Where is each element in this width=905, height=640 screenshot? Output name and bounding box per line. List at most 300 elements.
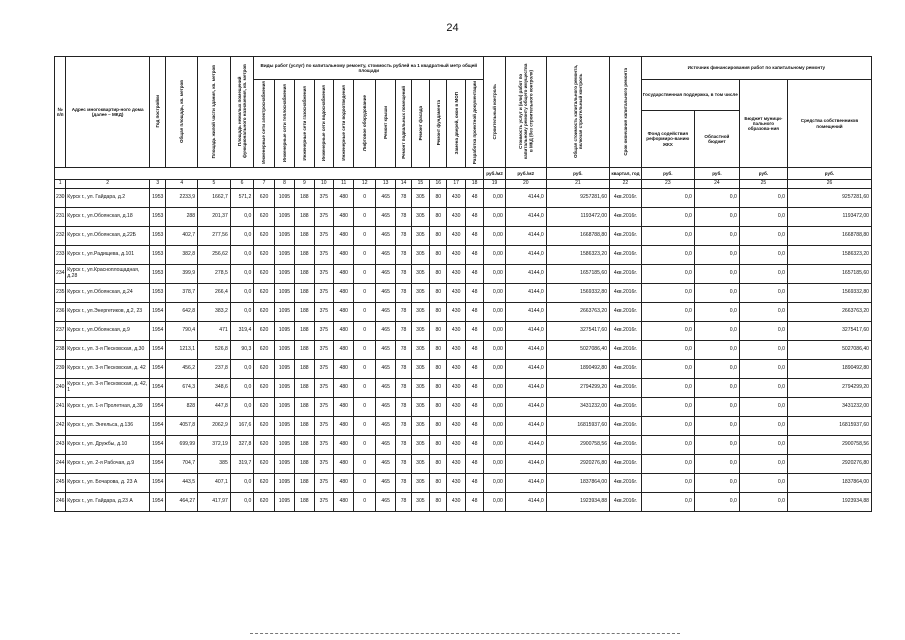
- table-cell: 620: [254, 417, 274, 436]
- table-cell: 78: [396, 398, 411, 417]
- table-cell: 0: [354, 265, 375, 284]
- table-cell: 78: [396, 474, 411, 493]
- table-cell: 0,00: [484, 246, 505, 265]
- table-cell: 48: [465, 360, 483, 379]
- header-nonresidential-area: Площадь нежилых помещений функционального назначения, кв. метров: [230, 57, 254, 168]
- table-cell: 4144,0: [505, 417, 546, 436]
- capital-repair-table: [54, 56, 872, 512]
- header-cost-per-m2: Стоимость услуг и (или) работ по капитальному ремонту общего имущества в МКД (без строительного контроля): [505, 57, 546, 168]
- table-cell: 1095: [274, 246, 294, 265]
- table-cell: 620: [254, 398, 274, 417]
- table-cell: 2920276,80: [546, 455, 609, 474]
- table-cell: 188: [295, 474, 314, 493]
- table-cell: 305: [411, 265, 429, 284]
- table-cell: 375: [314, 493, 333, 512]
- table-cell: 0: [354, 284, 375, 303]
- table-cell: 1954: [150, 398, 166, 417]
- column-index: 18: [465, 180, 483, 189]
- table-cell: 620: [254, 284, 274, 303]
- table-cell: 828: [166, 398, 198, 417]
- table-cell: 430: [447, 474, 465, 493]
- table-cell: 430: [447, 208, 465, 227]
- table-cell: 1095: [274, 208, 294, 227]
- table-cell: 620: [254, 303, 274, 322]
- table-cell: 480: [334, 284, 354, 303]
- header-works-group: Виды работ (услуг) по капитальному ремонту, стоимость рублей на 1 квадратный метр общей площади: [254, 57, 484, 80]
- column-index: 25: [739, 180, 787, 189]
- table-cell: 375: [314, 227, 333, 246]
- header-control: Строительный контроль: [484, 57, 505, 168]
- unit-deadline: квартал, год: [610, 168, 642, 180]
- table-cell: 0,0: [694, 455, 739, 474]
- table-cell: 0: [354, 341, 375, 360]
- table-cell: 4144,0: [505, 379, 546, 398]
- table-cell: 0,0: [694, 341, 739, 360]
- table-cell: 305: [411, 303, 429, 322]
- column-index: 4: [166, 180, 198, 189]
- table-cell: 0,0: [694, 493, 739, 512]
- address-cell: Курск г., ул. 1-я Пролетная, д.39: [66, 398, 150, 417]
- table-cell: 188: [295, 284, 314, 303]
- table-cell: 430: [447, 493, 465, 512]
- table-cell: 188: [295, 493, 314, 512]
- table-cell: 0,0: [641, 493, 694, 512]
- table-cell: 0,0: [739, 436, 787, 455]
- address-cell: Курск г., ул. Дружбы, д.10: [66, 436, 150, 455]
- table-row: [55, 284, 872, 303]
- header-living-area: Площадь жилой части здания, кв. метров: [198, 57, 231, 168]
- table-cell: 305: [411, 417, 429, 436]
- table-cell: 48: [465, 379, 483, 398]
- table-cell: 48: [465, 474, 483, 493]
- table-cell: 620: [254, 341, 274, 360]
- table-cell: 78: [396, 417, 411, 436]
- table-cell: 375: [314, 265, 333, 284]
- table-cell: 2900758,56: [787, 436, 871, 455]
- table-cell: 480: [334, 379, 354, 398]
- table-cell: 0: [354, 379, 375, 398]
- table-cell: 1213,1: [166, 341, 198, 360]
- table-cell: 305: [411, 360, 429, 379]
- table-cell: 0,0: [739, 284, 787, 303]
- table-cell: 4кв.2016г.: [610, 246, 642, 265]
- table-cell: 1095: [274, 303, 294, 322]
- table-cell: 0: [354, 360, 375, 379]
- table-cell: 1890492,80: [787, 360, 871, 379]
- table-cell: 80: [430, 208, 447, 227]
- table-cell: 0: [354, 417, 375, 436]
- table-cell: 0,00: [484, 208, 505, 227]
- table-cell: 0,0: [641, 379, 694, 398]
- table-cell: 0,0: [739, 398, 787, 417]
- table-cell: 4144,0: [505, 436, 546, 455]
- table-cell: 238: [55, 341, 66, 360]
- table-cell: 242: [55, 417, 66, 436]
- table-cell: 243: [55, 436, 66, 455]
- table-cell: 235: [55, 284, 66, 303]
- table-cell: 1095: [274, 474, 294, 493]
- table-cell: 1095: [274, 341, 294, 360]
- table-cell: 4кв.2016г.: [610, 360, 642, 379]
- table-cell: 90,3: [230, 341, 254, 360]
- table-cell: 48: [465, 303, 483, 322]
- table-cell: 0,0: [641, 303, 694, 322]
- table-cell: 80: [430, 436, 447, 455]
- table-cell: 78: [396, 379, 411, 398]
- header-total-cost: Общая стоимость капитального ремонта, включая строительный контроль: [546, 57, 609, 168]
- table-cell: 0,0: [694, 227, 739, 246]
- table-cell: 4кв.2016г.: [610, 189, 642, 208]
- table-cell: 1953: [150, 208, 166, 227]
- column-index: 10: [314, 180, 333, 189]
- table-cell: 4144,0: [505, 246, 546, 265]
- table-cell: 80: [430, 398, 447, 417]
- table-cell: 430: [447, 455, 465, 474]
- table-cell: 0,0: [694, 265, 739, 284]
- table-cell: 1923934,88: [546, 493, 609, 512]
- table-cell: 0,00: [484, 360, 505, 379]
- table-cell: 0,0: [641, 398, 694, 417]
- table-cell: 1095: [274, 265, 294, 284]
- unit-owners: руб.: [787, 168, 871, 180]
- table-cell: 1953: [150, 265, 166, 284]
- table-cell: 0,0: [641, 417, 694, 436]
- table-cell: 0,0: [641, 208, 694, 227]
- table-cell: 4кв.2016г.: [610, 303, 642, 322]
- table-cell: 188: [295, 360, 314, 379]
- table-cell: 236: [55, 303, 66, 322]
- address-cell: Курск г., ул. Гайдара, д.2: [66, 189, 150, 208]
- table-cell: 0,0: [230, 303, 254, 322]
- table-cell: 0,00: [484, 227, 505, 246]
- table-cell: 0,0: [641, 284, 694, 303]
- table-cell: 465: [375, 227, 395, 246]
- table-cell: 620: [254, 360, 274, 379]
- table-cell: 3431232,00: [787, 398, 871, 417]
- table-cell: 480: [334, 398, 354, 417]
- table-cell: 0,00: [484, 322, 505, 341]
- table-cell: 4144,0: [505, 474, 546, 493]
- table-cell: 1954: [150, 417, 166, 436]
- table-cell: 480: [334, 341, 354, 360]
- table-row: [55, 379, 872, 398]
- table-body: [55, 189, 872, 512]
- table-cell: 305: [411, 189, 429, 208]
- table-cell: 372,19: [198, 436, 231, 455]
- table-cell: 167,6: [230, 417, 254, 436]
- table-cell: 80: [430, 474, 447, 493]
- table-cell: 0,00: [484, 341, 505, 360]
- table-cell: 0,00: [484, 474, 505, 493]
- table-cell: 4кв.2016г.: [610, 436, 642, 455]
- unit-municipal: руб.: [739, 168, 787, 180]
- table-cell: 430: [447, 246, 465, 265]
- address-cell: Курск г., ул.Обоянская, д.22Б: [66, 227, 150, 246]
- table-cell: 375: [314, 246, 333, 265]
- table-cell: 188: [295, 417, 314, 436]
- header-work-5: Инженерные сети водоотведения: [334, 80, 354, 168]
- column-index: 23: [641, 180, 694, 189]
- table-cell: 407,1: [198, 474, 231, 493]
- table-cell: 0,0: [694, 436, 739, 455]
- header-work-1: Инженерные сети электроснабжения: [254, 80, 274, 168]
- table-cell: 80: [430, 417, 447, 436]
- table-cell: 80: [430, 360, 447, 379]
- table-cell: 4144,0: [505, 341, 546, 360]
- table-cell: 465: [375, 360, 395, 379]
- column-index: 24: [694, 180, 739, 189]
- header-work-7: Ремонт крыши: [375, 80, 395, 168]
- column-index: 22: [610, 180, 642, 189]
- table-cell: 4кв.2016г.: [610, 322, 642, 341]
- table-cell: 0: [354, 436, 375, 455]
- table-cell: 0,0: [641, 360, 694, 379]
- table-cell: 430: [447, 265, 465, 284]
- table-cell: 305: [411, 322, 429, 341]
- table-cell: 1657185,60: [546, 265, 609, 284]
- table-cell: 1923934,88: [787, 493, 871, 512]
- table-cell: 0,0: [230, 246, 254, 265]
- header-work-8: Ремонт подвальных помещений: [396, 80, 411, 168]
- table-cell: 456,2: [166, 360, 198, 379]
- table-cell: 1586323,20: [546, 246, 609, 265]
- table-row: [55, 227, 872, 246]
- table-cell: 1837864,00: [546, 474, 609, 493]
- table-cell: 188: [295, 189, 314, 208]
- table-cell: 241: [55, 398, 66, 417]
- table-cell: 3431232,00: [546, 398, 609, 417]
- table-cell: 188: [295, 379, 314, 398]
- table-cell: 48: [465, 227, 483, 246]
- table-cell: 0,0: [230, 493, 254, 512]
- table-cell: 305: [411, 474, 429, 493]
- table-cell: 0,0: [739, 455, 787, 474]
- address-cell: Курск г., ул.Энергетиков, д.2, 23: [66, 303, 150, 322]
- column-index: 12: [354, 180, 375, 189]
- table-cell: 382,8: [166, 246, 198, 265]
- table-cell: 480: [334, 246, 354, 265]
- table-cell: 0,0: [739, 417, 787, 436]
- column-index: 6: [230, 180, 254, 189]
- table-cell: 4144,0: [505, 303, 546, 322]
- table-cell: 48: [465, 208, 483, 227]
- table-row: [55, 208, 872, 227]
- table-cell: 0,00: [484, 284, 505, 303]
- table-cell: 0,0: [641, 322, 694, 341]
- table-cell: 48: [465, 417, 483, 436]
- table-cell: 1095: [274, 398, 294, 417]
- table-cell: 465: [375, 455, 395, 474]
- table-cell: 375: [314, 436, 333, 455]
- table-cell: 78: [396, 189, 411, 208]
- table-cell: 3275417,60: [787, 322, 871, 341]
- table-cell: 1657185,60: [787, 265, 871, 284]
- table-cell: 4144,0: [505, 189, 546, 208]
- table-cell: 1095: [274, 189, 294, 208]
- table-cell: 327,8: [230, 436, 254, 455]
- table-cell: 620: [254, 436, 274, 455]
- table-cell: 0: [354, 227, 375, 246]
- table-cell: 1095: [274, 322, 294, 341]
- column-index: 14: [396, 180, 411, 189]
- table-cell: 4057,8: [166, 417, 198, 436]
- table-cell: 0,0: [739, 303, 787, 322]
- column-index: 11: [334, 180, 354, 189]
- column-index: 1: [55, 180, 66, 189]
- table-cell: 447,8: [198, 398, 231, 417]
- table-cell: 465: [375, 436, 395, 455]
- table-cell: 80: [430, 265, 447, 284]
- table-cell: 4144,0: [505, 455, 546, 474]
- address-cell: Курск г., ул. 3-я Песковская, д.30: [66, 341, 150, 360]
- table-cell: 430: [447, 436, 465, 455]
- table-cell: 256,62: [198, 246, 231, 265]
- table-row: [55, 246, 872, 265]
- table-cell: 4кв.2016г.: [610, 227, 642, 246]
- table-cell: 430: [447, 379, 465, 398]
- table-cell: 305: [411, 284, 429, 303]
- table-cell: 78: [396, 227, 411, 246]
- table-cell: 0,0: [694, 398, 739, 417]
- table-cell: 1095: [274, 284, 294, 303]
- table-cell: 1569332,80: [546, 284, 609, 303]
- table-cell: 16815937,60: [787, 417, 871, 436]
- table-cell: 0,0: [694, 417, 739, 436]
- table-cell: 240: [55, 379, 66, 398]
- header-year: Год постройки: [150, 57, 166, 168]
- table-cell: 620: [254, 227, 274, 246]
- table-cell: 266,4: [198, 284, 231, 303]
- table-cell: 430: [447, 417, 465, 436]
- table-cell: 0,0: [230, 360, 254, 379]
- table-cell: 0: [354, 493, 375, 512]
- table-cell: 4кв.2016г.: [610, 208, 642, 227]
- table-cell: 375: [314, 455, 333, 474]
- table-cell: 0,0: [694, 322, 739, 341]
- table-cell: 4144,0: [505, 284, 546, 303]
- table-cell: 4кв.2016г.: [610, 379, 642, 398]
- table-cell: 0,0: [230, 265, 254, 284]
- table-cell: 80: [430, 493, 447, 512]
- table-cell: 375: [314, 322, 333, 341]
- table-cell: 0,0: [694, 189, 739, 208]
- header-work-10: Ремонт фундамента: [430, 80, 447, 168]
- table-cell: 465: [375, 189, 395, 208]
- table-cell: 80: [430, 227, 447, 246]
- table-cell: 1954: [150, 474, 166, 493]
- table-row: [55, 493, 872, 512]
- table-cell: 0: [354, 246, 375, 265]
- table-cell: 480: [334, 417, 354, 436]
- table-cell: 1095: [274, 379, 294, 398]
- table-cell: 1837864,00: [787, 474, 871, 493]
- table-cell: 465: [375, 322, 395, 341]
- table-cell: 480: [334, 455, 354, 474]
- table-cell: 4кв.2016г.: [610, 493, 642, 512]
- table-row: [55, 455, 872, 474]
- header-work-2: Инженерные сети теплоснабжения: [274, 80, 294, 168]
- table-cell: 78: [396, 436, 411, 455]
- table-cell: 0,0: [694, 379, 739, 398]
- table-cell: 465: [375, 265, 395, 284]
- table-cell: 699,99: [166, 436, 198, 455]
- table-cell: 2233,9: [166, 189, 198, 208]
- table-cell: 430: [447, 303, 465, 322]
- table-cell: 402,7: [166, 227, 198, 246]
- table-cell: 0,0: [641, 474, 694, 493]
- table-cell: 78: [396, 322, 411, 341]
- table-cell: 464,27: [166, 493, 198, 512]
- unit-regional: руб.: [694, 168, 739, 180]
- table-cell: 443,5: [166, 474, 198, 493]
- table-cell: 526,8: [198, 341, 231, 360]
- table-cell: 78: [396, 246, 411, 265]
- table-cell: 231: [55, 208, 66, 227]
- table-cell: 399,9: [166, 265, 198, 284]
- header-municipal: Бюджет муници-пального образова-ния: [739, 80, 787, 168]
- table-cell: 188: [295, 227, 314, 246]
- header-regional: Областной бюджет: [694, 111, 739, 168]
- table-cell: 1954: [150, 360, 166, 379]
- table-cell: 305: [411, 379, 429, 398]
- table-cell: 4144,0: [505, 227, 546, 246]
- table-cell: 4кв.2016г.: [610, 455, 642, 474]
- address-cell: Курск г., ул.Обоянская, д.9: [66, 322, 150, 341]
- column-index: 20: [505, 180, 546, 189]
- table-cell: 239: [55, 360, 66, 379]
- table-cell: 417,97: [198, 493, 231, 512]
- header-state-support: Государственная поддержка, в том числе: [641, 80, 739, 111]
- column-index: 8: [274, 180, 294, 189]
- table-cell: 3275417,60: [546, 322, 609, 341]
- table-cell: 78: [396, 455, 411, 474]
- table-cell: 430: [447, 398, 465, 417]
- table-cell: 48: [465, 189, 483, 208]
- table-cell: 480: [334, 493, 354, 512]
- table-cell: 0,00: [484, 398, 505, 417]
- table-cell: 465: [375, 341, 395, 360]
- table-cell: 78: [396, 208, 411, 227]
- table-cell: 0,0: [641, 455, 694, 474]
- table-cell: 319,7: [230, 455, 254, 474]
- table-cell: 80: [430, 341, 447, 360]
- column-index: 9: [295, 180, 314, 189]
- table-cell: 1095: [274, 455, 294, 474]
- table-cell: 480: [334, 189, 354, 208]
- table-cell: 245: [55, 474, 66, 493]
- table-cell: 0,0: [739, 246, 787, 265]
- table-cell: 1953: [150, 284, 166, 303]
- table-cell: 620: [254, 455, 274, 474]
- table-cell: 4кв.2016г.: [610, 341, 642, 360]
- table-cell: 4кв.2016г.: [610, 474, 642, 493]
- table-cell: 0,0: [739, 322, 787, 341]
- table-cell: 480: [334, 474, 354, 493]
- header-address: Адрес многоквартир-ного дома (далее – МКД): [66, 57, 150, 168]
- table-cell: 2663763,20: [787, 303, 871, 322]
- table-cell: 234: [55, 265, 66, 284]
- table-cell: 430: [447, 341, 465, 360]
- table-cell: 305: [411, 455, 429, 474]
- table-cell: 1954: [150, 493, 166, 512]
- table-cell: 471: [198, 322, 231, 341]
- table-cell: 0,0: [739, 341, 787, 360]
- table-cell: 0,00: [484, 379, 505, 398]
- table-cell: 48: [465, 284, 483, 303]
- column-index: 21: [546, 180, 609, 189]
- table-cell: 0,0: [230, 379, 254, 398]
- table-cell: 0: [354, 303, 375, 322]
